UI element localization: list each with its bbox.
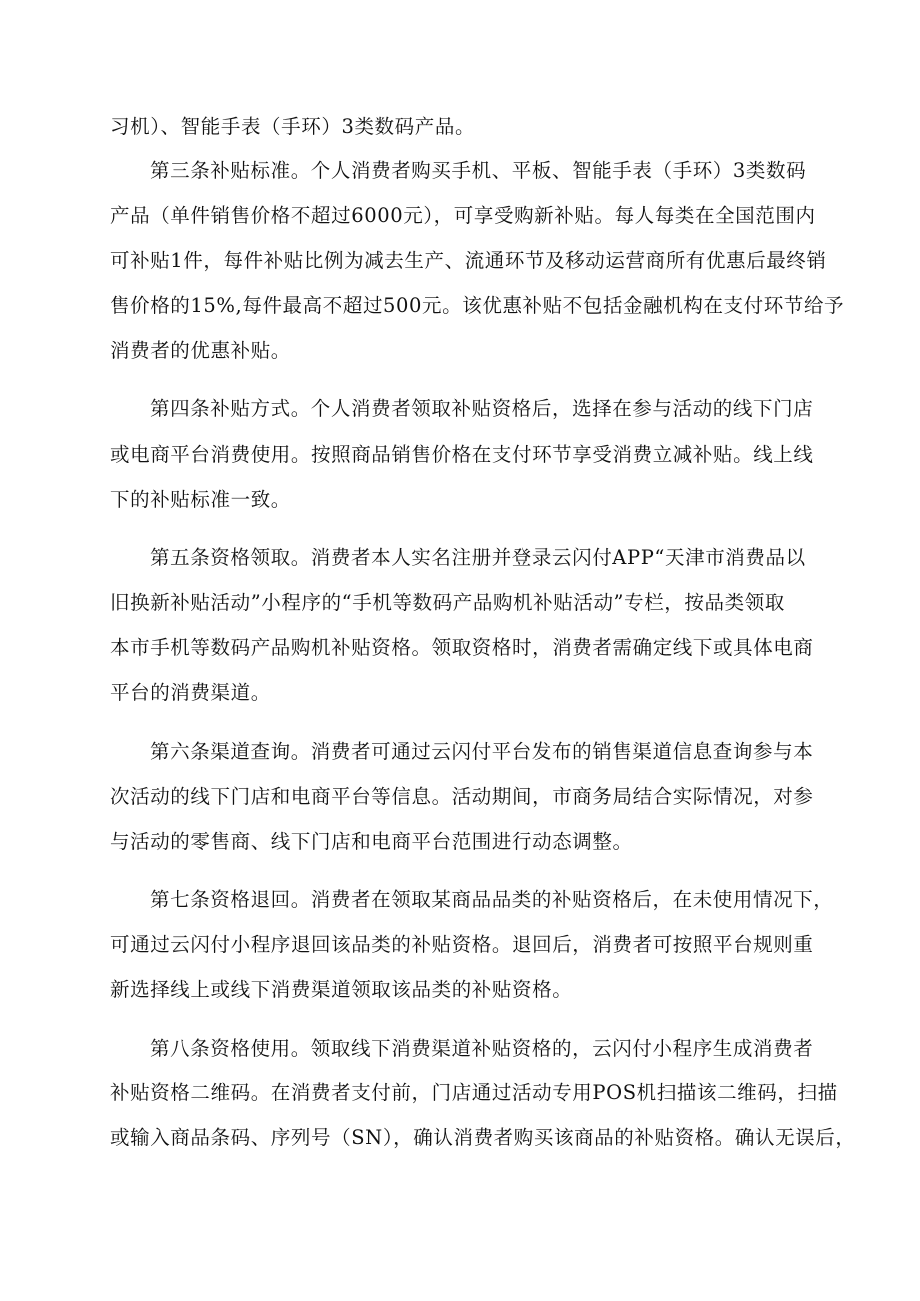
text-line: 旧换新补贴活动”小程序的“手机等数码产品购机补贴活动”专栏，按品类领取 (110, 591, 785, 614)
text-line: 本市手机等数码产品购机补贴资格。领取资格时，消费者需确定线下或具体电商 (110, 636, 814, 659)
text-line: 下的补贴标准一致。 (110, 488, 291, 511)
text-line: 可补贴1件，每件补贴比例为减去生产、流通环节及移动运营商所有优惠后最终销 (110, 249, 827, 272)
text-line: 与活动的零售商、线下门店和电商平台范围进行动态调整。 (110, 830, 633, 853)
article-8-heading-line: 第八条资格使用。领取线下消费渠道补贴资格的，云闪付小程序生成消费者 (150, 1037, 814, 1060)
text-line: 可通过云闪付小程序退回该品类的补贴资格。退回后，消费者可按照平台规则重 (110, 933, 814, 956)
article-3-heading-line: 第三条补贴标准。个人消费者购买手机、平板、智能手表（手环）3类数码 (150, 159, 807, 182)
text-line: 平台的消费渠道。 (110, 681, 271, 704)
text-line: 习机）、智能手表（手环）3类数码产品。 (110, 115, 476, 138)
text-line: 消费者的优惠补贴。 (110, 339, 291, 362)
text-line: 补贴资格二维码。在消费者支付前，门店通过活动专用POS机扫描该二维码，扫描 (110, 1081, 838, 1104)
article-6-heading-line: 第六条渠道查询。消费者可通过云闪付平台发布的销售渠道信息查询参与本 (150, 740, 814, 763)
text-line: 或电商平台消费使用。按照商品销售价格在支付环节享受消费立减补贴。线上线 (110, 443, 814, 466)
text-line: 或输入商品条码、序列号（SN），确认消费者购买该商品的补贴资格。确认无误后， (110, 1126, 856, 1149)
text-line: 新选择线上或线下消费渠道领取该品类的补贴资格。 (110, 978, 573, 1001)
article-4-heading-line: 第四条补贴方式。个人消费者领取补贴资格后，选择在参与活动的线下门店 (150, 397, 814, 420)
text-line: 次活动的线下门店和电商平台等信息。活动期间，市商务局结合实际情况，对参 (110, 785, 814, 808)
text-line: 产品（单件销售价格不超过6000元），可享受购新补贴。每人每类在全国范围内 (110, 204, 816, 227)
text-line: 售价格的15%,每件最高不超过500元。该优惠补贴不包括金融机构在支付环节给予 (110, 294, 845, 317)
article-5-heading-line: 第五条资格领取。消费者本人实名注册并登录云闪付APP“天津市消费品以 (150, 546, 806, 569)
article-7-heading-line: 第七条资格退回。消费者在领取某商品品类的补贴资格后，在未使用情况下， (150, 888, 834, 911)
